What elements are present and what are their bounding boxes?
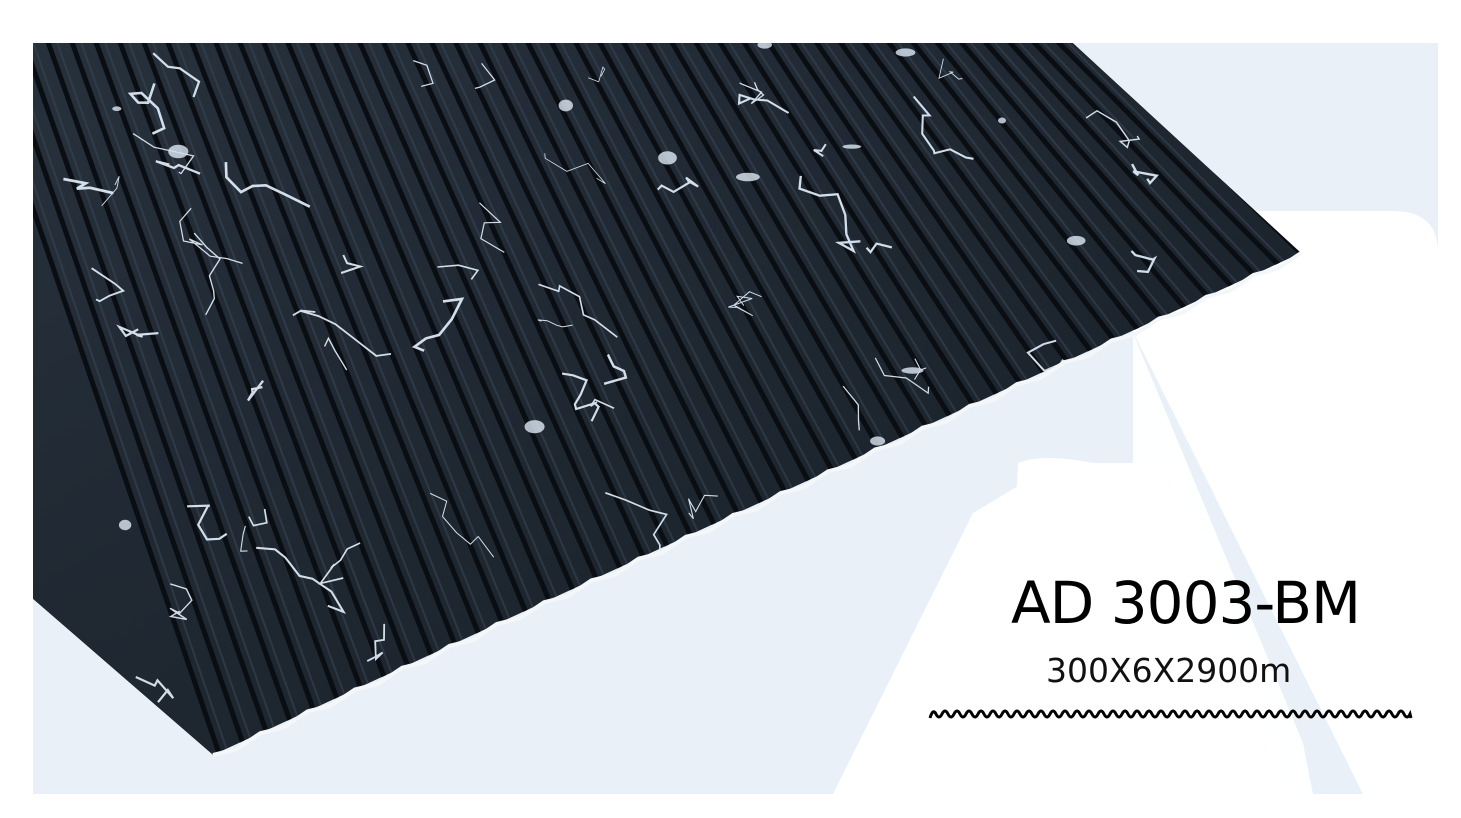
- marble-spot: [1091, 408, 1106, 419]
- marble-spot: [658, 151, 677, 164]
- marble-spot: [119, 520, 131, 530]
- product-code: AD 3003-BM: [1011, 569, 1361, 637]
- marble-vein: [1161, 339, 1193, 359]
- marble-vein: [1097, 531, 1130, 562]
- fluted-profile-icon: [928, 706, 1413, 726]
- marble-spot: [902, 367, 924, 373]
- marble-spot: [870, 436, 885, 445]
- marble-spot: [896, 48, 916, 56]
- marble-spot: [559, 100, 573, 112]
- marble-vein: [1037, 500, 1052, 570]
- marble-vein: [1169, 53, 1216, 69]
- marble-vein: [780, 589, 810, 613]
- marble-spot: [842, 145, 861, 149]
- marble-spot: [736, 173, 760, 182]
- marble-vein: [1047, 505, 1071, 532]
- marble-spot: [905, 479, 912, 489]
- marble-vein: [1030, 464, 1079, 523]
- product-canvas: [33, 43, 1438, 794]
- marble-spot: [795, 497, 810, 506]
- marble-spot: [1067, 236, 1086, 246]
- marble-spot: [998, 118, 1006, 124]
- marble-vein: [991, 654, 1004, 684]
- product-dimensions: 300X6X2900m: [1046, 651, 1292, 690]
- marble-spot: [525, 420, 545, 433]
- marble-vein: [603, 622, 644, 656]
- marble-spot: [797, 537, 820, 543]
- marble-spot: [168, 145, 188, 158]
- marble-vein: [886, 458, 905, 470]
- marble-spot: [112, 106, 121, 111]
- marble-vein: [1136, 433, 1161, 467]
